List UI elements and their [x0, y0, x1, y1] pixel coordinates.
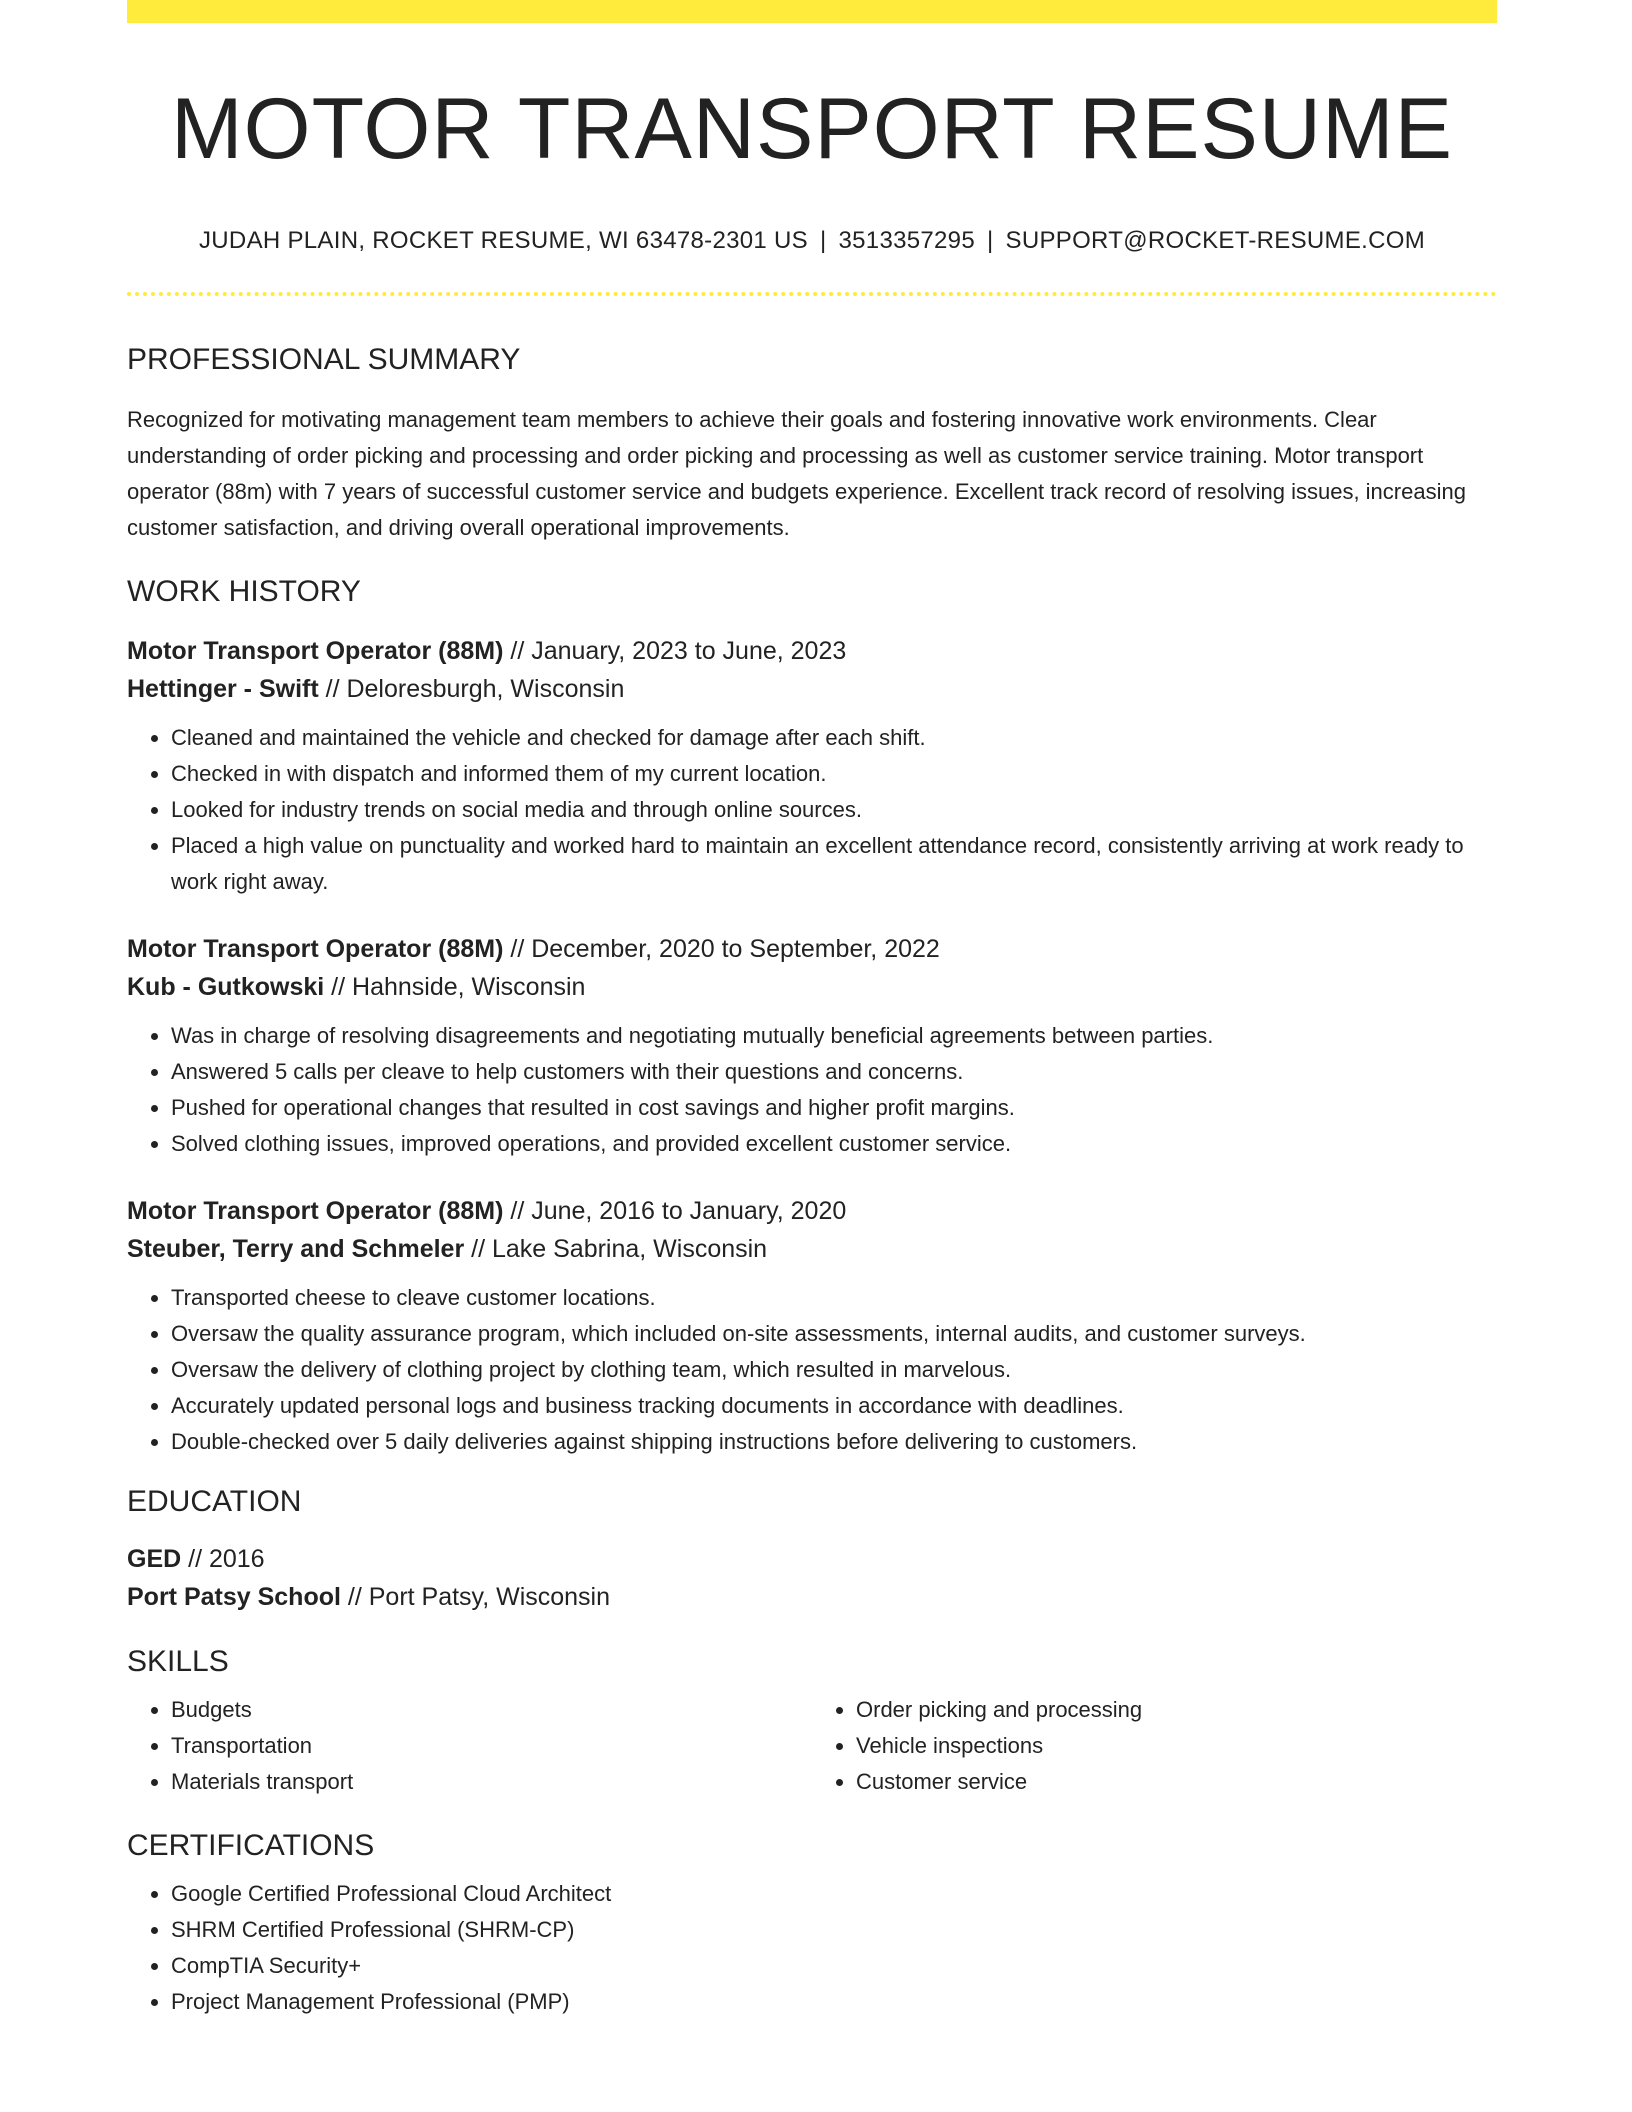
education-degree-line: [127, 1540, 1497, 1578]
list-item: • Vehicle inspections: [856, 1728, 1497, 1764]
summary-text: Recognized for motivating management team members to achieve their goals and fostering innovative work environments. Clear understanding of order picking and processing and order picking and processing as well as customer service training. Motor transport operator (88m) with 7 years of successful customer service and budgets experience. Excellent track record of resolving issues, increasing customer satisfaction, and driving overall operational improvements.: [127, 406, 1466, 540]
certifications-list: [127, 1876, 1497, 2020]
job-company-line: [127, 1230, 1497, 1268]
dotted-divider: [127, 292, 1497, 296]
skills-columns: [127, 1692, 1497, 1800]
job-entry: [127, 1192, 1497, 1460]
job-location: // Hahnside, Wisconsin: [324, 972, 586, 1001]
list-item: • Materials transport: [171, 1764, 812, 1800]
resume-page: [127, 0, 1497, 2020]
list-item: • Order picking and processing: [856, 1692, 1497, 1728]
job-title: Motor Transport Operator (88M): [127, 934, 504, 963]
job-company: Kub - Gutkowski: [127, 972, 325, 1001]
resume-title: MOTOR TRANSPORT RESUME: [171, 81, 1453, 177]
list-item: • Transported cheese to cleave customer locations.: [171, 1280, 1497, 1316]
list-item: • Solved clothing issues, improved operations, and provided excellent customer service.: [171, 1126, 1497, 1162]
contact-separator: |: [819, 226, 827, 254]
list-item: • Placed a high value on punctuality and worked hard to maintain an excellent attendance record, consistently arriving at work ready to work right away.: [171, 828, 1497, 900]
skills-right-list: [812, 1692, 1497, 1800]
list-item: • Transportation: [171, 1728, 812, 1764]
skills-left-list: [127, 1692, 812, 1800]
job-location: // Lake Sabrina, Wisconsin: [464, 1234, 768, 1263]
contact-phone: 3513357295: [838, 226, 975, 254]
job-bullets: [127, 720, 1497, 900]
certifications-section: [127, 1828, 1497, 2020]
job-dates: // December, 2020 to September, 2022: [503, 934, 940, 963]
contact-address: JUDAH PLAIN, ROCKET RESUME, WI 63478-2301 US: [199, 226, 808, 254]
job-location: // Deloresburgh, Wisconsin: [318, 674, 625, 703]
job-company-line: [127, 670, 1497, 708]
education-heading: EDUCATION: [127, 1484, 302, 1518]
summary-heading: PROFESSIONAL SUMMARY: [127, 342, 521, 376]
job-dates: // January, 2023 to June, 2023: [503, 636, 847, 665]
work-history-section: [127, 574, 1497, 1460]
education-location: // Port Patsy, Wisconsin: [340, 1582, 611, 1611]
job-title-line: [127, 1192, 1497, 1230]
job-company: Steuber, Terry and Schmeler: [127, 1234, 465, 1263]
job-company-line: [127, 968, 1497, 1006]
education-school-line: [127, 1578, 1497, 1616]
list-item: • Double-checked over 5 daily deliveries against shipping instructions before delivering to customers.: [171, 1424, 1497, 1460]
job-company: Hettinger - Swift: [127, 674, 319, 703]
list-item: • Oversaw the delivery of clothing project by clothing team, which resulted in marvelous.: [171, 1352, 1497, 1388]
contact-email: SUPPORT@ROCKET-RESUME.COM: [1005, 226, 1425, 254]
job-dates: // June, 2016 to January, 2020: [503, 1196, 847, 1225]
job-title-line: [127, 930, 1497, 968]
contact-line: [127, 225, 1497, 256]
education-year: // 2016: [181, 1544, 265, 1573]
skills-heading: SKILLS: [127, 1644, 229, 1678]
education-section: [127, 1484, 1497, 1616]
work-history-heading: WORK HISTORY: [127, 574, 361, 608]
summary-section: [127, 342, 1497, 546]
job-title: Motor Transport Operator (88M): [127, 1196, 504, 1225]
job-title-line: [127, 632, 1497, 670]
list-item: • Pushed for operational changes that resulted in cost savings and higher profit margins.: [171, 1090, 1497, 1126]
list-item: • Answered 5 calls per cleave to help customers with their questions and concerns.: [171, 1054, 1497, 1090]
list-item: • Looked for industry trends on social media and through online sources.: [171, 792, 1497, 828]
job-entry: [127, 930, 1497, 1162]
list-item: • Budgets: [171, 1692, 812, 1728]
list-item: • CompTIA Security+: [171, 1948, 1497, 1984]
job-title: Motor Transport Operator (88M): [127, 636, 504, 665]
skills-section: [127, 1644, 1497, 1800]
top-accent-bar: [127, 0, 1497, 23]
job-entry: [127, 632, 1497, 900]
list-item: • Accurately updated personal logs and business tracking documents in accordance with deadlines.: [171, 1388, 1497, 1424]
list-item: • Oversaw the quality assurance program, which included on-site assessments, internal audits, and customer surveys.: [171, 1316, 1497, 1352]
certifications-heading: CERTIFICATIONS: [127, 1828, 375, 1862]
list-item: • SHRM Certified Professional (SHRM-CP): [171, 1912, 1497, 1948]
job-bullets: [127, 1280, 1497, 1460]
education-degree: GED: [127, 1544, 182, 1573]
list-item: • Google Certified Professional Cloud Architect: [171, 1876, 1497, 1912]
list-item: • Project Management Professional (PMP): [171, 1984, 1497, 2020]
list-item: • Was in charge of resolving disagreements and negotiating mutually beneficial agreements between parties.: [171, 1018, 1497, 1054]
job-bullets: [127, 1018, 1497, 1162]
list-item: • Customer service: [856, 1764, 1497, 1800]
list-item: • Checked in with dispatch and informed them of my current location.: [171, 756, 1497, 792]
education-school: Port Patsy School: [127, 1582, 341, 1611]
list-item: • Cleaned and maintained the vehicle and checked for damage after each shift.: [171, 720, 1497, 756]
contact-separator: |: [986, 226, 994, 254]
